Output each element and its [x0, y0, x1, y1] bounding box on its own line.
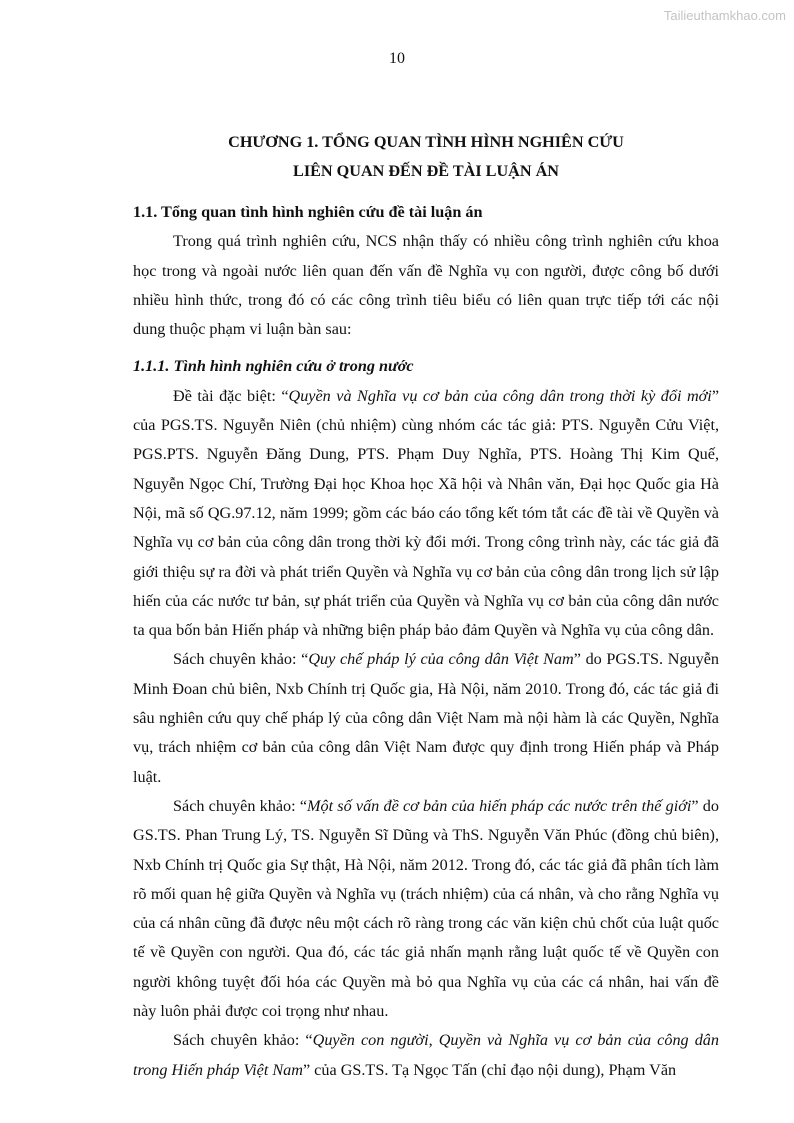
paragraph-lead: Đề tài đặc biệt: “ [173, 386, 289, 405]
watermark: Tailieuthamkhao.com [663, 8, 786, 23]
chapter-title-line-1: CHƯƠNG 1. TỔNG QUAN TÌNH HÌNH NGHIÊN CỨU [228, 133, 624, 151]
section-heading-1-1-1: 1.1.1. Tình hình nghiên cứu ở trong nước [133, 357, 414, 376]
paragraph-lead: Sách chuyên khảo: “ [173, 1031, 313, 1050]
paragraph-special-project [133, 382, 719, 646]
paragraph-lead: Sách chuyên khảo: “ [173, 796, 307, 815]
paragraph-monograph-legal-status [133, 645, 719, 791]
paragraph-text: ” do PGS.TS. Nguyễn Minh Đoan chủ biên, Nxb Chính trị Quốc gia, Hà Nội, năm 2010. Trong đó, các tác giả đi sâu nghiên cứu quy chế pháp lý của công dân Việt Nam mà nội hàm là các Quyền, Nghĩa vụ, trách nhiệm cơ bản của công dân Việt Nam được quy định trong Hiến pháp và Pháp luật. [133, 650, 720, 786]
page-number: 10 [389, 50, 405, 67]
paragraph-lead: Sách chuyên khảo: “ [173, 650, 309, 669]
document-body [133, 128, 719, 1085]
section-heading-1-1: 1.1. Tổng quan tình hình nghiên cứu đề tài luận án [133, 203, 483, 221]
paragraph-text: ” của GS.TS. Tạ Ngọc Tấn (chỉ đạo nội dung), Phạm Văn [302, 1060, 677, 1079]
chapter-title-line-2: LIÊN QUAN ĐẾN ĐỀ TÀI LUẬN ÁN [293, 162, 559, 180]
paragraph-monograph-human-rights [133, 1026, 719, 1085]
paragraph-monograph-constitutions [133, 792, 719, 1026]
paragraph-text: ” của PGS.TS. Nguyễn Niên (chủ nhiệm) cùng nhóm các tác giả: PTS. Nguyễn Cửu Việt, PGS.PTS. Nguyễn Đăng Dung, PTS. Phạm Duy Nghĩa, PTS. Hoàng Thị Kim Quế, Nguyễn Ngọc Chí, Trường Đại học Khoa học Xã hội và Nhân văn, Đại học Quốc gia Hà Nội, mã số QG.97.12, năm 1999; gồm các báo cáo tổng kết tóm tắt các đề tài về Quyền và Nghĩa vụ cơ bản của công dân trong thời kỳ đổi mới. Trong công trình này, các tác giả đã giới thiệu sự ra đời và phát triển Quyền và Nghĩa vụ cơ bản của công dân trong lịch sử lập hiến của các nước tư bản, sự phát triển của Quyền và Nghĩa vụ cơ bản của công dân nước ta qua bốn bản Hiến pháp và những biện pháp bảo đảm Quyền và Nghĩa vụ của công dân. [133, 386, 719, 640]
section-1-1-intro-paragraph: Trong quá trình nghiên cứu, NCS nhận thấy có nhiều công trình nghiên cứu khoa học trong và ngoài nước liên quan đến vấn đề Nghĩa vụ con người, được công bố dưới nhiều hình thức, trong đó có các công trình tiêu biểu có liên quan trực tiếp tới các nội dung thuộc phạm vi luận bàn sau: [133, 232, 719, 339]
paragraph-text: ” do GS.TS. Phan Trung Lý, TS. Nguyễn Sĩ Dũng và ThS. Nguyễn Văn Phúc (đồng chủ biên), Nxb Chính trị Quốc gia Sự thật, Hà Nội, năm 2012. Trong đó, các tác giả đã phân tích làm rõ mối quan hệ giữa Quyền và Nghĩa vụ (trách nhiệm) của cá nhân, và cho rằng Nghĩa vụ của cá nhân cũng đã được nêu một cách rõ ràng trong các văn kiện chủ chốt của luật quốc tế về Quyền con người. Qua đó, các tác giả nhấn mạnh rằng luật quốc tế về Quyền con người không tuyệt đối hóa các Quyền mà bỏ qua Nghĩa vụ của các cá nhân, hai vấn đề này luôn phải được coi trọng như nhau. [133, 796, 719, 1021]
work-title: Một số vấn đề cơ bản của hiến pháp các nước trên thế giới [307, 796, 692, 815]
work-title: Quy chế pháp lý của công dân Việt Nam [308, 650, 574, 669]
work-title: Quyền và Nghĩa vụ cơ bản của công dân trong thời kỳ đổi mới [288, 386, 712, 405]
chapter-title [133, 128, 719, 186]
work-title: Quyền con người, Quyền và Nghĩa vụ cơ bản của công dân trong Hiến pháp Việt Nam [133, 1031, 719, 1079]
